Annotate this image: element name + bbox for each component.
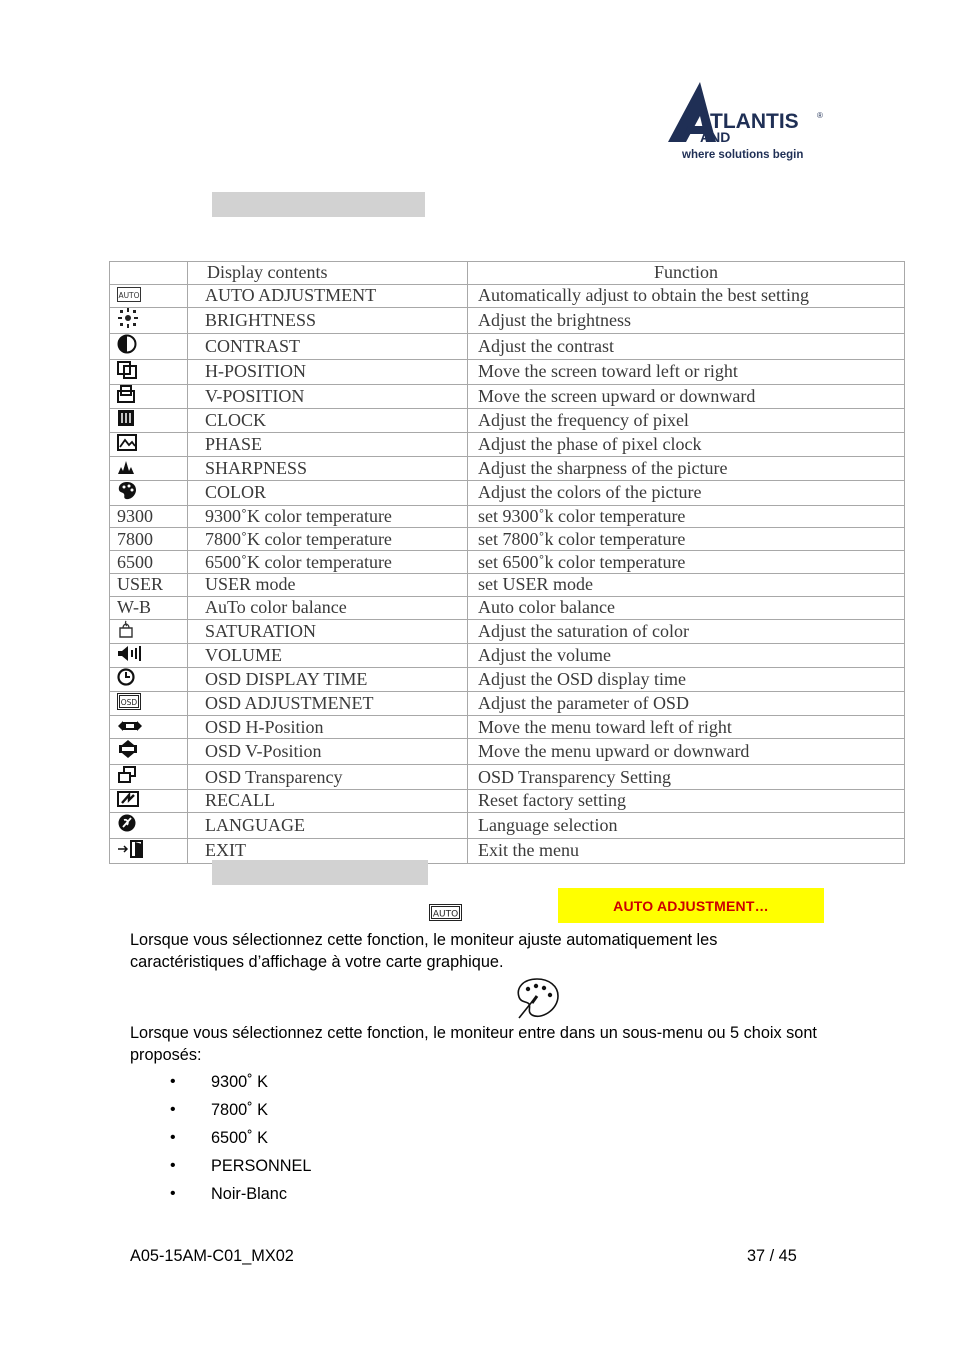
row-function: Move the screen upward or downward <box>468 384 905 408</box>
row-function: set 9300˚k color temperature <box>468 505 905 528</box>
icon-label: OSD <box>120 698 138 708</box>
section-heading-bar-2 <box>212 860 428 885</box>
table-row <box>110 308 905 334</box>
osd-function-table <box>109 261 905 864</box>
table-row <box>110 505 905 528</box>
row-display-name: 7800˚K color temperature <box>188 528 468 551</box>
table-row <box>110 408 905 432</box>
transparency-icon <box>117 766 137 789</box>
row-display-name: SHARPNESS <box>188 457 468 480</box>
row-display-name: OSD H-Position <box>188 716 468 739</box>
row-display-name: H-POSITION <box>188 360 468 384</box>
table-row <box>110 813 905 839</box>
row-icon-cell <box>110 789 188 812</box>
clock-icon <box>117 409 135 432</box>
table-row <box>110 716 905 739</box>
table-row <box>110 643 905 667</box>
color-choices-list <box>130 1070 311 1210</box>
auto-description: Lorsque vous sélectionnez cette fonction, le moniteur ajuste automatiquement les caractéristiques d’affichage à votre carte graphique. <box>130 931 718 971</box>
row-display-name: LANGUAGE <box>188 813 468 839</box>
document-code: A05-15AM-C01_MX02 <box>130 1247 294 1265</box>
brightness-icon <box>117 308 139 333</box>
header-display: Display contents <box>188 262 468 285</box>
row-display-name: CONTRAST <box>188 334 468 360</box>
row-function: Reset factory setting <box>468 789 905 812</box>
row-function: set USER mode <box>468 573 905 596</box>
table-row <box>110 433 905 457</box>
auto-adjustment-banner: AUTO ADJUSTMENT… <box>558 888 824 923</box>
h-position-icon <box>117 361 137 384</box>
row-icon-cell <box>110 839 188 863</box>
row-icon-cell <box>110 692 188 716</box>
row-display-name: SATURATION <box>188 619 468 643</box>
phase-icon <box>117 434 137 456</box>
list-item: • PERSONNEL <box>130 1154 311 1182</box>
table-row <box>110 692 905 716</box>
row-icon-cell <box>110 457 188 480</box>
table-row <box>110 384 905 408</box>
row-function: Adjust the phase of pixel clock <box>468 433 905 457</box>
row-icon-text: 6500 <box>117 551 153 572</box>
logo-tagline: where solutions begin <box>682 149 804 161</box>
table-row <box>110 480 905 505</box>
table-row <box>110 457 905 480</box>
row-function: Adjust the colors of the picture <box>468 480 905 505</box>
table-row <box>110 739 905 765</box>
row-function: Move the screen toward left or right <box>468 360 905 384</box>
row-icon-cell <box>110 596 188 619</box>
row-icon-cell <box>110 528 188 551</box>
row-display-name: COLOR <box>188 480 468 505</box>
row-function: Move the menu upward or downward <box>468 739 905 765</box>
row-function: Adjust the sharpness of the picture <box>468 457 905 480</box>
table-header-row <box>110 262 905 285</box>
contrast-icon <box>117 334 137 359</box>
row-icon-cell <box>110 360 188 384</box>
row-display-name: RECALL <box>188 789 468 812</box>
row-icon-cell <box>110 433 188 457</box>
volume-icon <box>117 645 143 667</box>
row-display-name: AUTO ADJUSTMENT <box>188 284 468 307</box>
table-row <box>110 334 905 360</box>
row-icon-cell <box>110 308 188 334</box>
osd-h-icon <box>117 717 143 738</box>
row-display-name: CLOCK <box>188 408 468 432</box>
row-function: Adjust the brightness <box>468 308 905 334</box>
row-display-name: OSD DISPLAY TIME <box>188 667 468 691</box>
exit-icon <box>117 840 145 863</box>
osd-icon <box>117 693 141 715</box>
row-function: Adjust the OSD display time <box>468 667 905 691</box>
row-function: Language selection <box>468 813 905 839</box>
row-icon-cell <box>110 505 188 528</box>
row-function: Adjust the parameter of OSD <box>468 692 905 716</box>
section-heading-bar <box>212 192 425 217</box>
row-function: OSD Transparency Setting <box>468 765 905 789</box>
osd-time-icon <box>117 668 135 691</box>
row-icon-cell <box>110 667 188 691</box>
row-function: Adjust the frequency of pixel <box>468 408 905 432</box>
osd-v-icon <box>117 739 139 764</box>
logo-sub-wordmark: AND <box>700 129 731 145</box>
sharpness-icon <box>117 459 135 480</box>
logo-wordmark: TLANTIS <box>710 110 799 133</box>
row-display-name: 9300˚K color temperature <box>188 505 468 528</box>
row-display-name: BRIGHTNESS <box>188 308 468 334</box>
auto-icon <box>117 286 141 307</box>
row-function: Automatically adjust to obtain the best setting <box>468 284 905 307</box>
table-row <box>110 573 905 596</box>
table-row <box>110 551 905 574</box>
table-row <box>110 789 905 812</box>
row-display-name: OSD V-Position <box>188 739 468 765</box>
recall-icon <box>117 791 139 812</box>
table-row <box>110 360 905 384</box>
auto-icon <box>429 904 462 921</box>
list-item: • 9300˚ K <box>130 1070 311 1098</box>
table-row <box>110 528 905 551</box>
row-icon-cell <box>110 384 188 408</box>
row-display-name: PHASE <box>188 433 468 457</box>
row-icon-text: 7800 <box>117 528 153 549</box>
row-icon-text: USER <box>117 574 164 595</box>
color-palette-icon <box>513 976 561 1020</box>
color-description: Lorsque vous sélectionnez cette fonction, le moniteur entre dans un sous-menu ou 5 choix sont proposés: <box>130 1024 817 1064</box>
row-display-name: V-POSITION <box>188 384 468 408</box>
row-function: set 7800˚k color temperature <box>468 528 905 551</box>
row-icon-cell <box>110 573 188 596</box>
table-row <box>110 765 905 789</box>
row-icon-cell <box>110 284 188 307</box>
v-position-icon <box>117 385 137 408</box>
row-icon-cell <box>110 716 188 739</box>
color-icon <box>117 481 137 505</box>
header-function: Function <box>468 262 905 285</box>
row-function: Adjust the saturation of color <box>468 619 905 643</box>
row-icon-cell <box>110 765 188 789</box>
auto-icon-label: AUTO <box>432 909 459 920</box>
row-display-name: VOLUME <box>188 643 468 667</box>
list-item: • 7800˚ K <box>130 1098 311 1126</box>
row-icon-cell <box>110 551 188 574</box>
table-row <box>110 619 905 643</box>
row-function: Auto color balance <box>468 596 905 619</box>
row-function: Adjust the volume <box>468 643 905 667</box>
row-icon-cell <box>110 643 188 667</box>
page-number: 37 / 45 <box>747 1247 797 1265</box>
table-row <box>110 284 905 307</box>
list-item: • Noir-Blanc <box>130 1182 311 1210</box>
row-function: Adjust the contrast <box>468 334 905 360</box>
language-icon <box>117 813 137 838</box>
table-row <box>110 596 905 619</box>
icon-label: AUTO <box>118 291 140 301</box>
header-icon-cell <box>110 262 188 285</box>
row-icon-cell <box>110 334 188 360</box>
row-display-name: USER mode <box>188 573 468 596</box>
row-display-name: EXIT <box>188 839 468 863</box>
table-row <box>110 667 905 691</box>
row-function: set 6500˚k color temperature <box>468 551 905 574</box>
row-display-name: OSD Transparency <box>188 765 468 789</box>
row-function: Exit the menu <box>468 839 905 863</box>
row-display-name: OSD ADJUSTMENET <box>188 692 468 716</box>
atlantis-logo <box>666 78 830 164</box>
row-icon-cell <box>110 408 188 432</box>
row-icon-text: 9300 <box>117 505 153 526</box>
list-item: • 6500˚ K <box>130 1126 311 1154</box>
row-function: Move the menu toward left of right <box>468 716 905 739</box>
row-display-name: 6500˚K color temperature <box>188 551 468 574</box>
row-icon-text: W-B <box>117 597 151 618</box>
row-display-name: AuTo color balance <box>188 596 468 619</box>
row-icon-cell <box>110 480 188 505</box>
row-icon-cell <box>110 813 188 839</box>
saturation-icon <box>117 620 135 643</box>
row-icon-cell <box>110 739 188 765</box>
logo-registered: ® <box>817 111 823 120</box>
row-icon-cell <box>110 619 188 643</box>
